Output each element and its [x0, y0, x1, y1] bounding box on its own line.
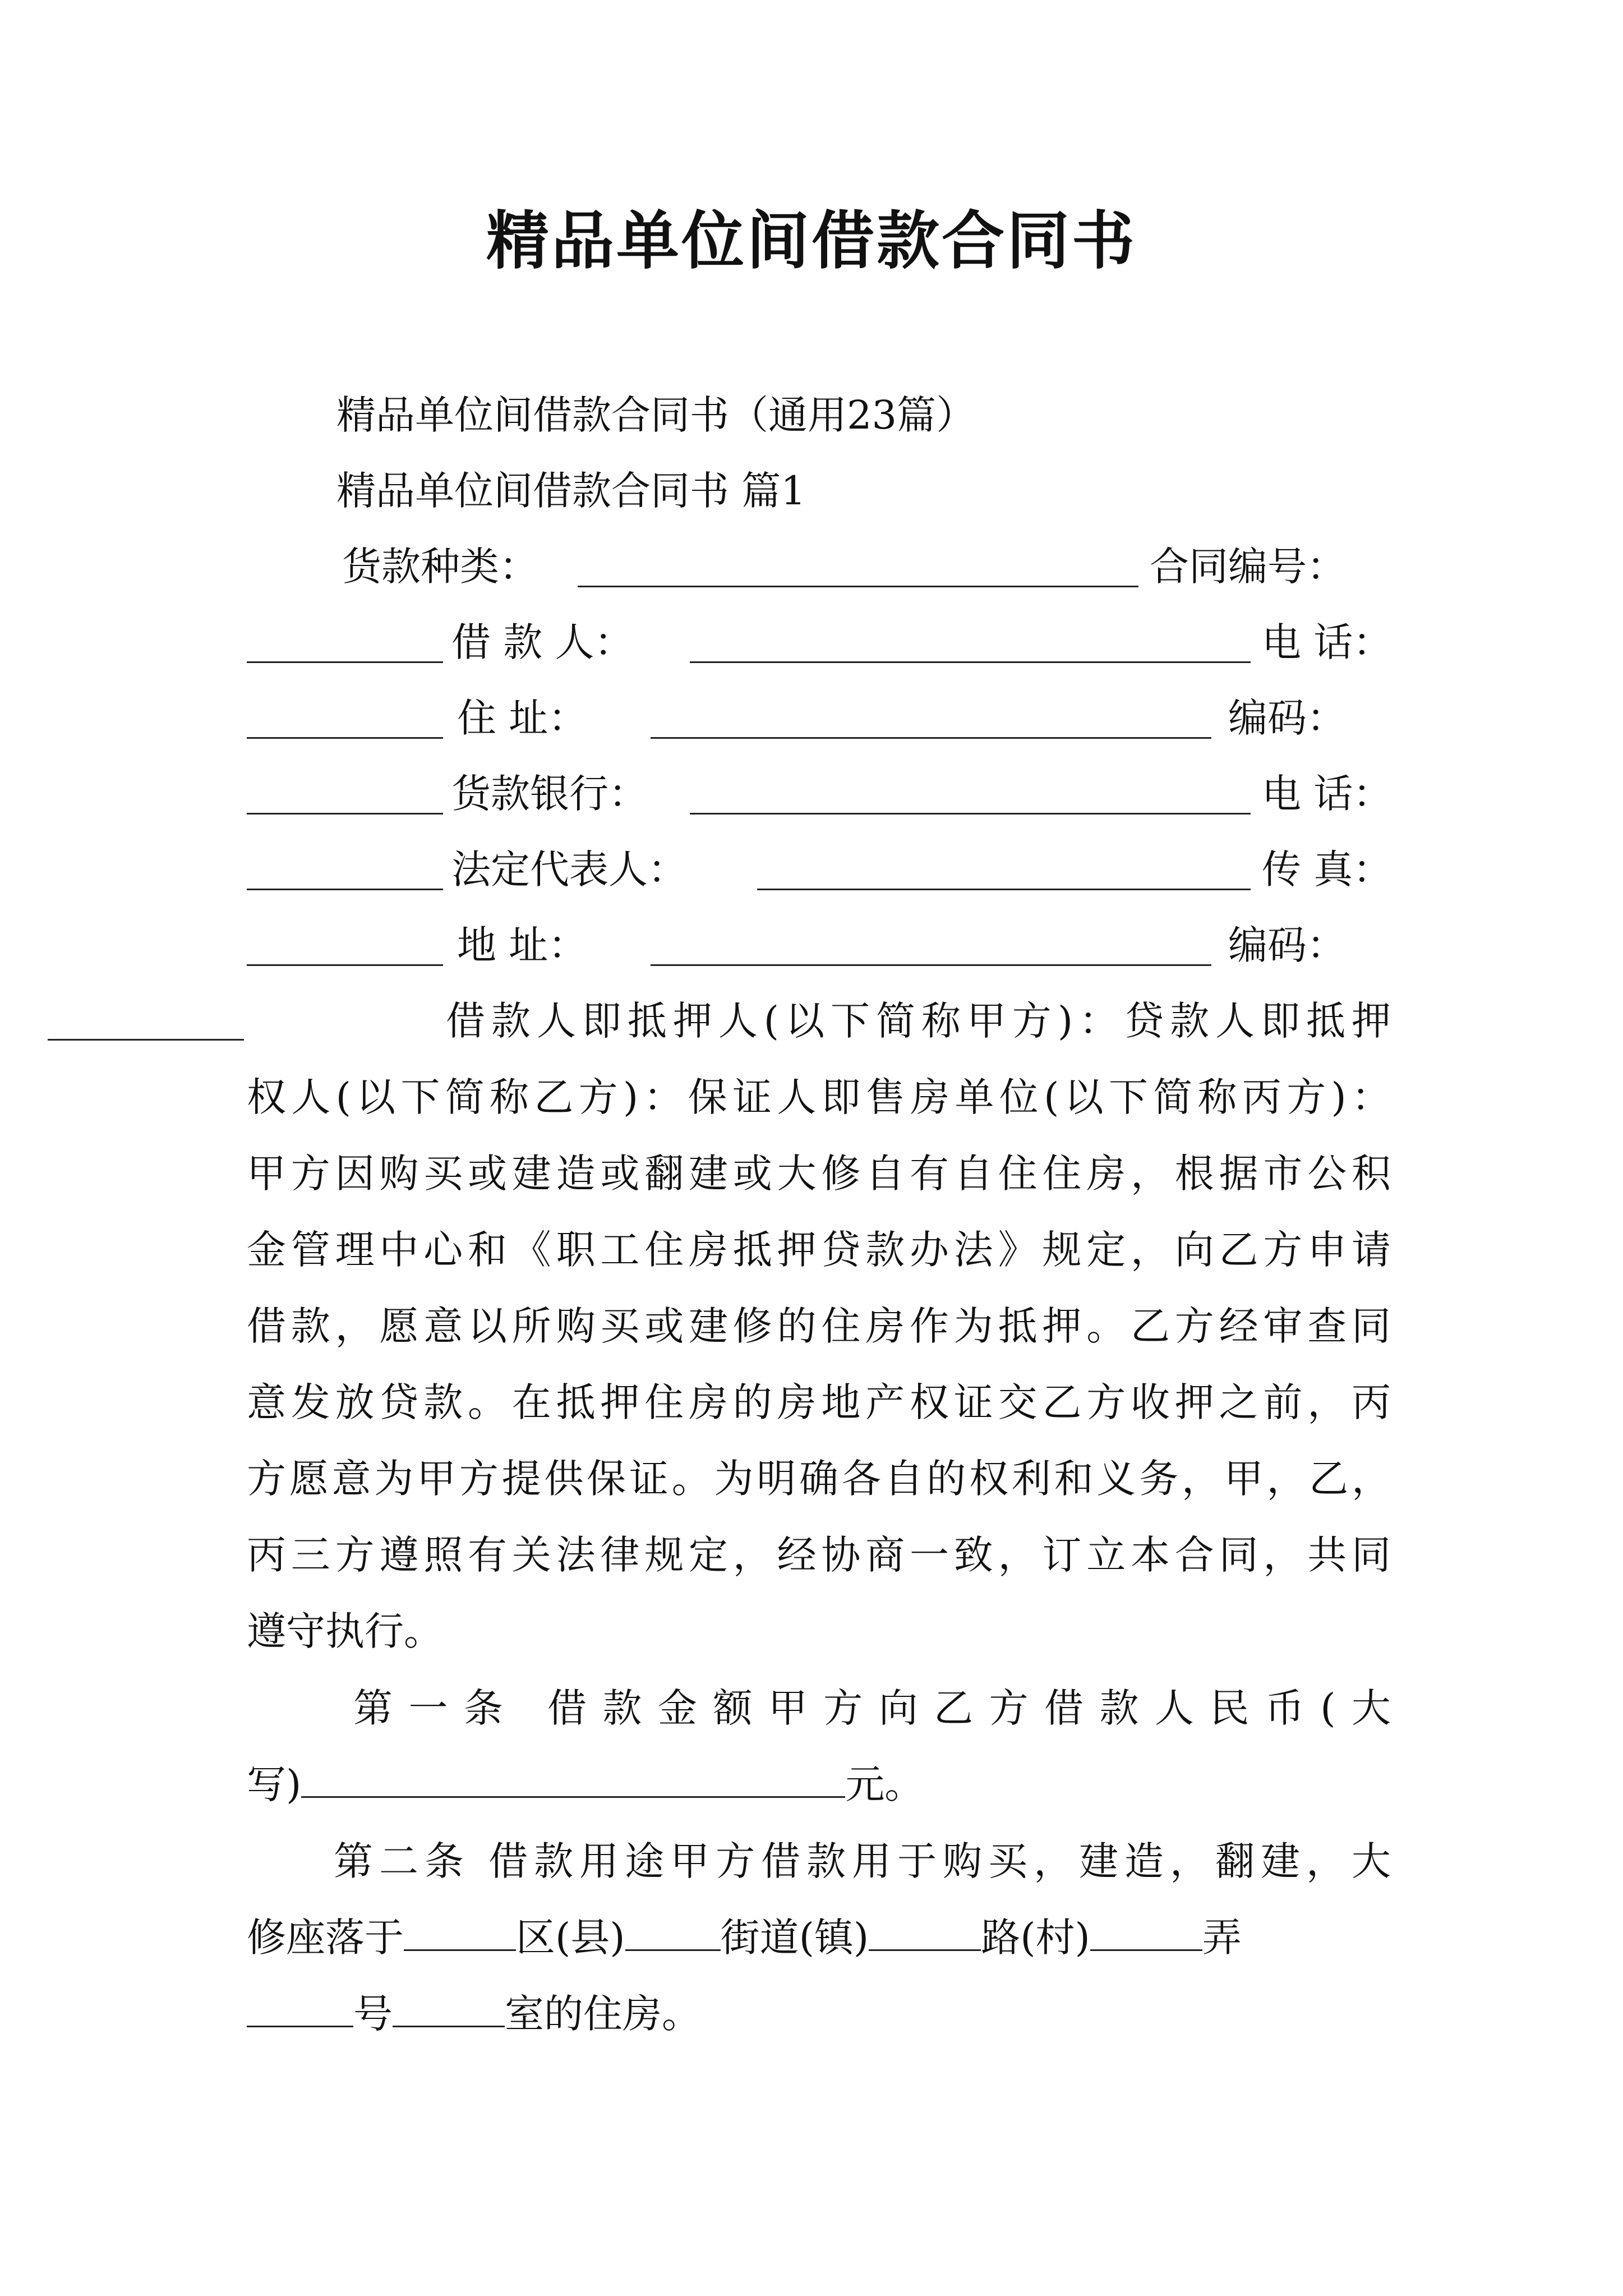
intro-line-8: 丙三方遵照有关法律规定，经协商一致，订立本合同，共同	[247, 1532, 1391, 1578]
intro-line-4: 金管理中心和《职工住房抵押贷款办法》规定，向乙方申请	[247, 1227, 1391, 1273]
article-1-suffix: 元。	[845, 1761, 924, 1807]
label-address-2: 地 址：	[457, 922, 588, 968]
label-code-2: 编码：	[1228, 922, 1346, 968]
label-room: 室的住房。	[505, 1991, 701, 2037]
label-district: 区(县)	[516, 1915, 625, 1961]
intro-line-3: 甲方因购买或建造或翻建或大修自有自住住房，根据市公积	[247, 1151, 1391, 1197]
document-subtitle: 精品单位间借款合同书（通用23篇）	[336, 392, 976, 438]
label-lane: 弄	[1202, 1915, 1242, 1961]
blank-street	[625, 1916, 721, 1951]
blank-bank	[690, 813, 1251, 815]
intro-line-7: 方愿意为甲方提供保证。为明确各自的权利和义务，甲，乙，	[247, 1456, 1391, 1502]
section-heading: 精品单位间借款合同书 篇1	[336, 468, 806, 514]
blank-amount	[301, 1763, 845, 1798]
blank-address-1	[651, 737, 1211, 739]
article-2-line-2	[247, 1899, 1391, 1976]
blank-loan-type	[578, 586, 1138, 587]
article-1-line-2	[247, 1746, 1391, 1823]
field-row-address-2	[247, 917, 1391, 973]
article-2-location-prefix: 修座落于	[247, 1915, 404, 1961]
blank-code-1	[247, 813, 443, 815]
label-road: 路(村)	[981, 1915, 1090, 1961]
label-code-1: 编码：	[1228, 695, 1346, 741]
label-loan-type: 货款种类：	[342, 544, 538, 590]
intro-line-1: 借款人即抵押人(以下简称甲方)：贷款人即抵押	[446, 998, 1391, 1044]
intro-line-2: 权人(以下简称乙方)：保证人即售房单位(以下简称丙方)：	[247, 1074, 1391, 1120]
blank-address-2	[651, 964, 1211, 966]
field-row-bank	[247, 766, 1391, 822]
label-contract-no: 合同编号：	[1150, 544, 1346, 590]
article-2-line-1: 第二条 借款用途甲方借款用于购买，建造，翻建，大	[334, 1838, 1391, 1884]
label-borrower: 借 款 人：	[451, 619, 634, 665]
label-fax: 传 真：	[1262, 846, 1393, 892]
label-street: 街道(镇)	[720, 1915, 869, 1961]
blank-road	[869, 1916, 981, 1951]
intro-paragraph	[247, 983, 1391, 1669]
label-bank: 货款银行：	[451, 771, 648, 817]
label-phone-2: 电 话：	[1262, 771, 1393, 817]
article-1	[247, 1670, 1391, 1823]
article-1-line-1: 第一条 借款金额甲方向乙方借款人民币(大	[353, 1685, 1391, 1731]
label-number: 号	[353, 1991, 393, 2037]
document-title: 精品单位间借款合同书	[486, 204, 1137, 278]
article-2	[247, 1823, 1391, 2052]
blank-room	[393, 1992, 505, 2027]
field-row-legal-rep	[247, 841, 1391, 898]
field-row-borrower	[247, 614, 1391, 670]
blank-contract-no	[247, 661, 443, 663]
blank-district	[404, 1916, 516, 1951]
field-row-address-1	[247, 690, 1391, 746]
blank-borrower	[690, 661, 1251, 663]
intro-line-9: 遵守执行。	[247, 1608, 443, 1654]
blank-legal-rep	[757, 889, 1251, 890]
blank-phone-2	[247, 889, 443, 890]
label-legal-rep: 法定代表人：	[451, 846, 687, 892]
label-address-1: 住 址：	[457, 695, 588, 741]
blank-fax	[247, 964, 443, 966]
intro-line-5: 借款，愿意以所购买或建修的住房作为抵押。乙方经审查同	[247, 1303, 1391, 1349]
blank-phone-1	[247, 737, 443, 739]
blank-code-2	[48, 1039, 244, 1041]
field-row-loan-type	[247, 539, 1391, 595]
blank-number	[247, 1992, 353, 2027]
blank-lane	[1090, 1916, 1202, 1951]
label-phone-1: 电 话：	[1262, 619, 1393, 665]
article-2-line-3	[247, 1976, 1391, 2052]
intro-line-6: 意发放贷款。在抵押住房的房地产权证交乙方收押之前，丙	[247, 1379, 1391, 1425]
article-1-prefix: 写)	[247, 1761, 302, 1807]
